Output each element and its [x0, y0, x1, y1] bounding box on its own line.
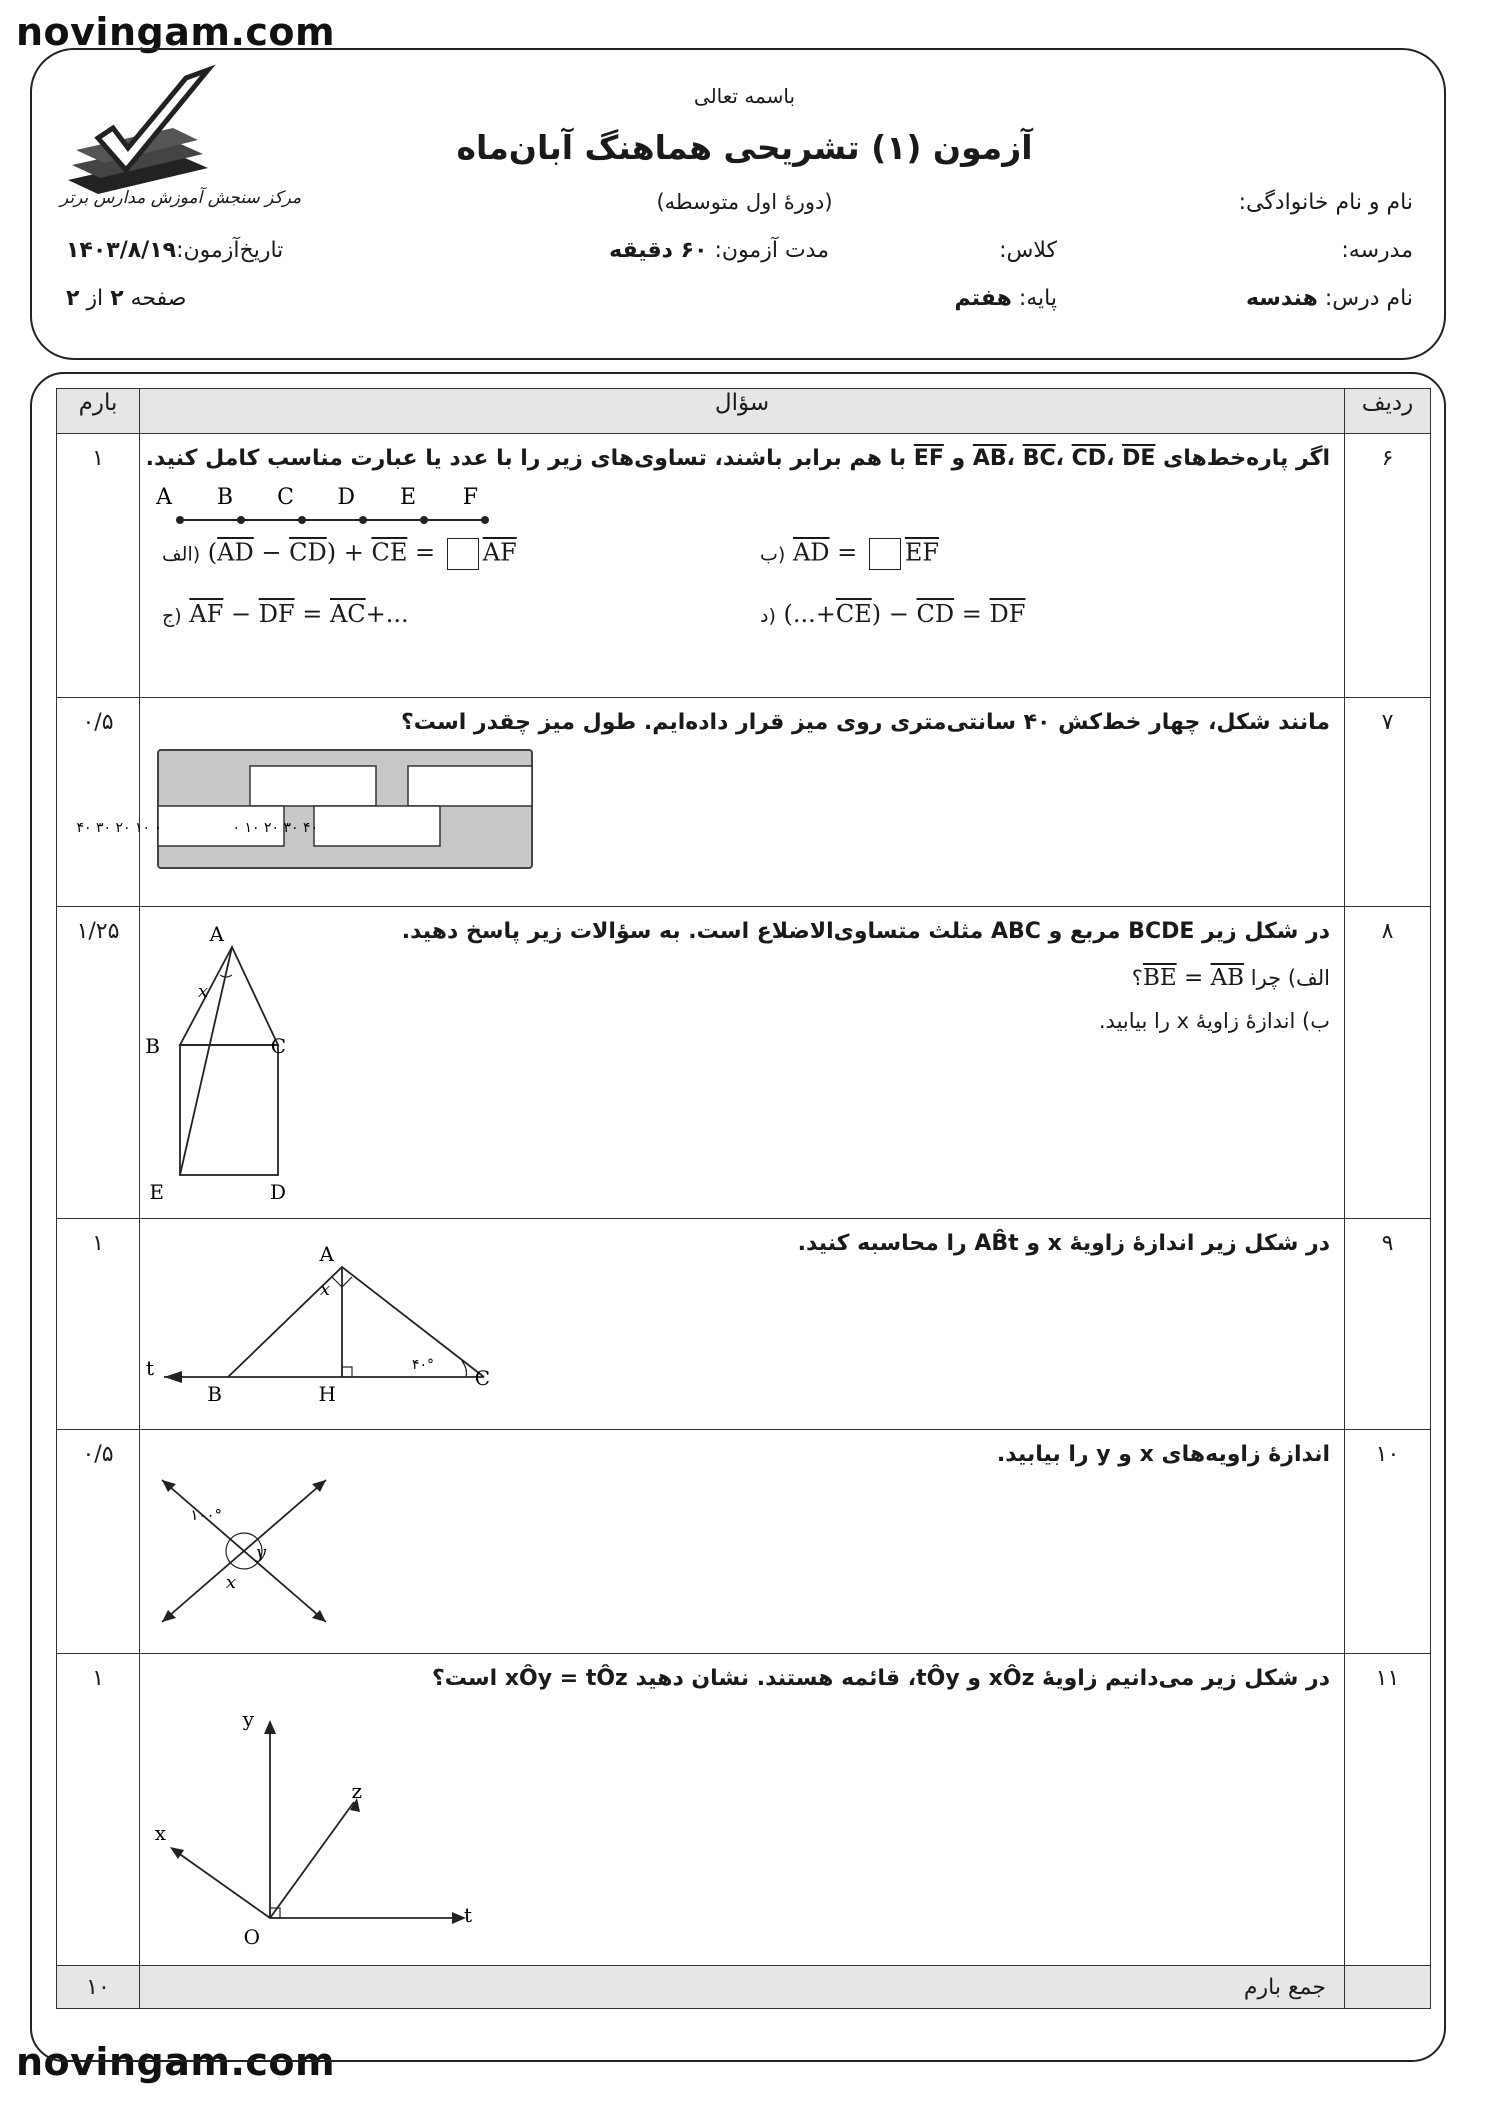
- svg-text:H: H: [318, 1382, 336, 1406]
- question-text: در شکل زیر می‌دانیم زاویهٔ xÔz و tÔy، قائمه هستند. نشان دهید xÔy = tÔz است؟: [431, 1666, 1330, 1691]
- question-text: در شکل زیر اندازهٔ زاویهٔ x و AB̂t را محاسبه کنید.: [797, 1231, 1330, 1256]
- question-text: در شکل زیر BCDE مربع و ABC مثلث متساوی‌الاضلاع است. به سؤالات زیر پاسخ دهید.: [401, 919, 1330, 944]
- table-row: [57, 698, 1431, 907]
- duration-field: مدت آزمون: ۶۰ دقیقه: [609, 238, 829, 263]
- svg-text:x: x: [197, 981, 208, 1002]
- point-label: C: [277, 485, 294, 510]
- question-text: مانند شکل، چهار خط‌کش ۴۰ سانتی‌متری روی میز قرار داده‌ایم. طول میز چقدر است؟: [401, 710, 1330, 735]
- question-number: ۸: [1345, 907, 1431, 1219]
- rulers-on-table-figure: [76, 748, 536, 872]
- col-score-header: بارم: [57, 389, 140, 434]
- svg-text:B: B: [207, 1382, 222, 1406]
- svg-text:۴۰°: ۴۰°: [411, 1357, 434, 1373]
- answer-box[interactable]: [447, 538, 479, 570]
- question-score: ۱: [57, 1654, 140, 1966]
- point-label: B: [216, 485, 233, 510]
- question-8: [140, 907, 1345, 1219]
- point-label: E: [399, 485, 416, 510]
- page-indicator: صفحه ۲ از ۲: [66, 286, 187, 311]
- question-11: [140, 1654, 1345, 1966]
- questions-table: [56, 388, 1431, 2009]
- table-header-row: [57, 389, 1431, 434]
- subject-field: نام درس: هندسه: [1245, 286, 1413, 311]
- total-empty-cell: [1345, 1966, 1431, 2009]
- class-field: کلاس:: [999, 238, 1057, 263]
- logo-text: مرکز سنجش آموزش مدارس برتر: [60, 188, 302, 208]
- crossing-lines-figure: [154, 1470, 334, 1634]
- points-line-figure: [158, 484, 498, 532]
- svg-text:t: t: [145, 1356, 154, 1380]
- svg-text:t: t: [463, 1903, 472, 1927]
- question-text: اگر پاره‌خط‌های AB، BC، CD، DE و EF با هم برابر باشند، تساوی‌های زیر را با عدد یا عبارت مناسب کامل کنید.: [145, 446, 1330, 471]
- exam-date-field: تاریخ‌آزمون:۱۴۰۳/۸/۱۹: [66, 238, 284, 263]
- right-triangle-figure: [145, 1229, 514, 1419]
- question-score: ۰/۵: [57, 698, 140, 907]
- svg-text:y: y: [255, 1542, 266, 1563]
- svg-text:C: C: [270, 1034, 286, 1058]
- svg-text:A: A: [319, 1242, 334, 1266]
- table-row: [57, 434, 1431, 698]
- question-number: ۶: [1345, 434, 1431, 698]
- school-field: مدرسه:: [1341, 238, 1413, 263]
- equation-alef: الف) $(\overline{AD} - \overline{CD}) + \overline{CE} = \overline{AF}$: [162, 538, 517, 570]
- question-number: ۷: [1345, 698, 1431, 907]
- table-row: [57, 1430, 1431, 1654]
- ruler-scale: ۰ ۱۰ ۲۰ ۳۰ ۴۰: [76, 820, 162, 836]
- svg-text:۱۰۰°: ۱۰۰°: [190, 1506, 222, 1524]
- total-value: ۱۰: [57, 1966, 140, 2009]
- grade-field: پایه: هفتم: [954, 286, 1057, 311]
- svg-text:E: E: [149, 1180, 164, 1204]
- question-number: ۱۰: [1345, 1430, 1431, 1654]
- table-row: [57, 1219, 1431, 1430]
- svg-text:B: B: [145, 1034, 160, 1058]
- svg-text:A: A: [209, 922, 224, 946]
- total-label: جمع بارم: [140, 1966, 1345, 2009]
- question-score: ۱: [57, 1219, 140, 1430]
- svg-text:x: x: [319, 1279, 330, 1300]
- table-row: [57, 1654, 1431, 1966]
- svg-text:x: x: [225, 1572, 236, 1593]
- watermark-top: novingam.com: [16, 10, 336, 54]
- question-score: ۱/۲۵: [57, 907, 140, 1219]
- svg-text:C: C: [474, 1366, 490, 1390]
- answer-box[interactable]: [869, 538, 901, 570]
- svg-text:x: x: [154, 1821, 166, 1845]
- question-9: [140, 1219, 1345, 1430]
- square-triangle-figure: [146, 913, 346, 1209]
- question-number: ۱۱: [1345, 1654, 1431, 1966]
- col-row-header: ردیف: [1345, 389, 1431, 434]
- question-part-b: ب) اندازهٔ زاویهٔ x را بیابید.: [1098, 1009, 1330, 1033]
- question-number: ۹: [1345, 1219, 1431, 1430]
- question-part-a: الف) چرا $\overline{BE}$ = $\overline{AB}؟$: [1131, 965, 1330, 991]
- question-text: اندازهٔ زاویه‌های x و y را بیابید.: [996, 1442, 1330, 1467]
- total-score-row: [57, 1966, 1431, 2009]
- student-name-field: نام و نام خانوادگی:: [1238, 190, 1413, 215]
- question-score: ۰/۵: [57, 1430, 140, 1654]
- question-10: [140, 1430, 1345, 1654]
- table-row: [57, 907, 1431, 1219]
- equation-jim: ج) $\overline{AF} - \overline{DF} = \overline{AC}+$...: [162, 600, 409, 628]
- svg-text:y: y: [242, 1707, 254, 1731]
- question-6: [140, 434, 1345, 698]
- point-label: D: [337, 485, 355, 510]
- exam-title: آزمون (۱) تشریحی هماهنگ آبان‌ماه: [456, 128, 1033, 167]
- bismillah: باسمه تعالی: [693, 84, 796, 108]
- svg-text:D: D: [269, 1180, 286, 1204]
- point-label: F: [462, 485, 478, 510]
- svg-text:O: O: [243, 1925, 260, 1949]
- perpendicular-angles-figure: [154, 1702, 494, 1952]
- point-label: A: [156, 485, 172, 510]
- col-question-header: سؤال: [140, 389, 1345, 434]
- exam-subtitle: (دورهٔ اول متوسطه): [656, 190, 833, 214]
- watermark-bottom: novingam.com: [16, 2040, 336, 2084]
- equation-be: ب) $\overline{AD} = \overline{EF}$: [760, 538, 939, 570]
- equation-dal: د) $(...+\overline{CE}) - \overline{CD} = \overline{DF}$: [760, 600, 1026, 628]
- question-score: ۱: [57, 434, 140, 698]
- svg-text:z: z: [351, 1779, 362, 1803]
- ruler-scale: ۴۰ ۳۰ ۲۰ ۱۰ ۰: [232, 820, 318, 836]
